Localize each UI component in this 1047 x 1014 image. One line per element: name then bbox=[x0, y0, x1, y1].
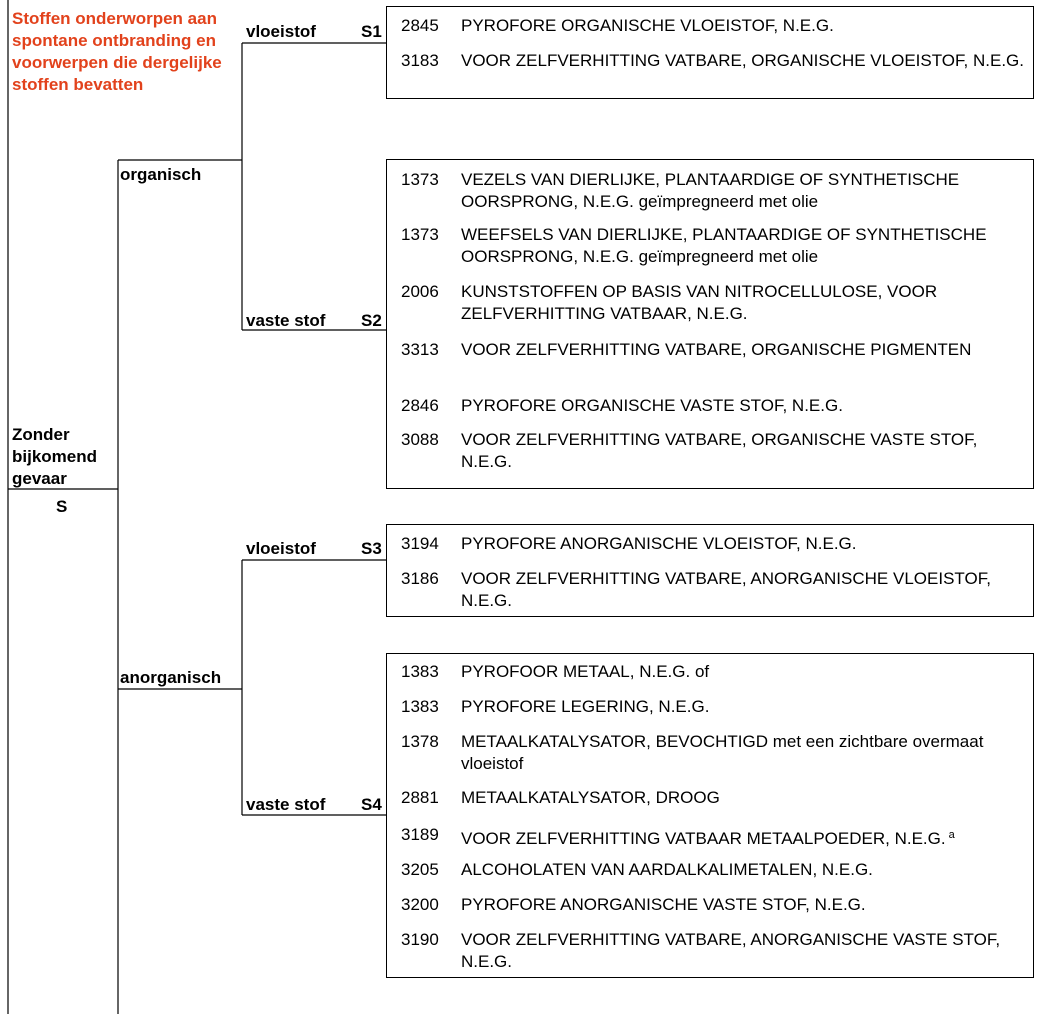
un-number: 3194 bbox=[401, 534, 439, 553]
un-number: 1373 bbox=[401, 170, 439, 189]
entry-name: VOOR ZELFVERHITTING VATBARE, ORGANISCHE VLOEISTOF, N.E.G. bbox=[461, 51, 1024, 70]
entry-name: PYROFORE ANORGANISCHE VLOEISTOF, N.E.G. bbox=[461, 534, 857, 553]
sub-s3-label: vloeistof bbox=[246, 539, 316, 558]
un-number: 1373 bbox=[401, 225, 439, 244]
sub-s2-code: S2 bbox=[361, 311, 382, 330]
root-label: Zonder bijkomend gevaar bbox=[12, 425, 98, 488]
sub-s3-code: S3 bbox=[361, 539, 382, 558]
un-number: 3313 bbox=[401, 340, 439, 359]
un-number: 2881 bbox=[401, 788, 439, 807]
un-number: 3190 bbox=[401, 930, 439, 949]
sub-s1-label: vloeistof bbox=[246, 22, 316, 41]
entry-name: PYROFORE ANORGANISCHE VASTE STOF, N.E.G. bbox=[461, 895, 866, 914]
entry-name: METAALKATALYSATOR, DROOG bbox=[461, 788, 720, 807]
entry-name: PYROFORE ORGANISCHE VLOEISTOF, N.E.G. bbox=[461, 16, 834, 35]
entry-name: VOOR ZELFVERHITTING VATBARE, ORGANISCHE VASTE STOF, N.E.G. bbox=[461, 430, 978, 471]
un-number: 3088 bbox=[401, 430, 439, 449]
un-number: 3189 bbox=[401, 825, 439, 844]
s4-entries-box bbox=[386, 653, 1034, 978]
branch-anorganisch-label: anorganisch bbox=[120, 668, 222, 687]
entry-name: VOOR ZELFVERHITTING VATBAAR METAALPOEDER, N.E.G. bbox=[461, 829, 946, 848]
entry-name: VOOR ZELFVERHITTING VATBARE, ANORGANISCHE VLOEISTOF, N.E.G. bbox=[461, 569, 991, 610]
s2-entries-box bbox=[386, 159, 1034, 489]
un-number: 3183 bbox=[401, 51, 439, 70]
un-number: 1383 bbox=[401, 662, 439, 681]
branch-organisch-label: organisch bbox=[120, 165, 202, 184]
entry-name: PYROFOOR METAAL, N.E.G. of bbox=[461, 662, 710, 681]
un-number: 3205 bbox=[401, 860, 439, 879]
entry-name: VEZELS VAN DIERLIJKE, PLANTAARDIGE OF SYNTHETISCHE OORSPRONG, N.E.G. geïmpregneerd met olie bbox=[461, 170, 960, 211]
s3-entries-box bbox=[386, 524, 1034, 617]
entry-name: VOOR ZELFVERHITTING VATBARE, ORGANISCHE PIGMENTEN bbox=[461, 340, 972, 359]
un-number: 3186 bbox=[401, 569, 439, 588]
sub-s1-code: S1 bbox=[361, 22, 382, 41]
entry-name: PYROFORE LEGERING, N.E.G. bbox=[461, 697, 710, 716]
un-number: 3200 bbox=[401, 895, 439, 914]
root-code: S bbox=[56, 497, 68, 516]
entry-name: KUNSTSTOFFEN OP BASIS VAN NITROCELLULOSE, VOOR ZELFVERHITTING VATBAAR, N.E.G. bbox=[461, 282, 938, 323]
sub-s4-label: vaste stof bbox=[246, 795, 326, 814]
entry-name: PYROFORE ORGANISCHE VASTE STOF, N.E.G. bbox=[461, 396, 843, 415]
entry-name: WEEFSELS VAN DIERLIJKE, PLANTAARDIGE OF SYNTHETISCHE OORSPRONG, N.E.G. geïmpregneerd met olie bbox=[461, 225, 987, 266]
entry-name: ALCOHOLATEN VAN AARDALKALIMETALEN, N.E.G. bbox=[461, 860, 873, 879]
s1-entries-box bbox=[386, 6, 1034, 99]
un-number: 2006 bbox=[401, 282, 439, 301]
entry-name: VOOR ZELFVERHITTING VATBARE, ANORGANISCHE VASTE STOF, N.E.G. bbox=[461, 930, 1001, 971]
diagram-title: Stoffen onderworpen aan spontane ontbranding en voorwerpen die dergelijke stoffen bevatten bbox=[12, 9, 222, 94]
un-number: 2845 bbox=[401, 16, 439, 35]
footnote-marker: a bbox=[948, 829, 955, 841]
un-number: 2846 bbox=[401, 396, 439, 415]
un-number: 1378 bbox=[401, 732, 439, 751]
sub-s4-code: S4 bbox=[361, 795, 382, 814]
un-number: 1383 bbox=[401, 697, 439, 716]
sub-s2-label: vaste stof bbox=[246, 311, 326, 330]
entry-name: METAALKATALYSATOR, BEVOCHTIGD met een zichtbare overmaat vloeistof bbox=[461, 732, 984, 773]
